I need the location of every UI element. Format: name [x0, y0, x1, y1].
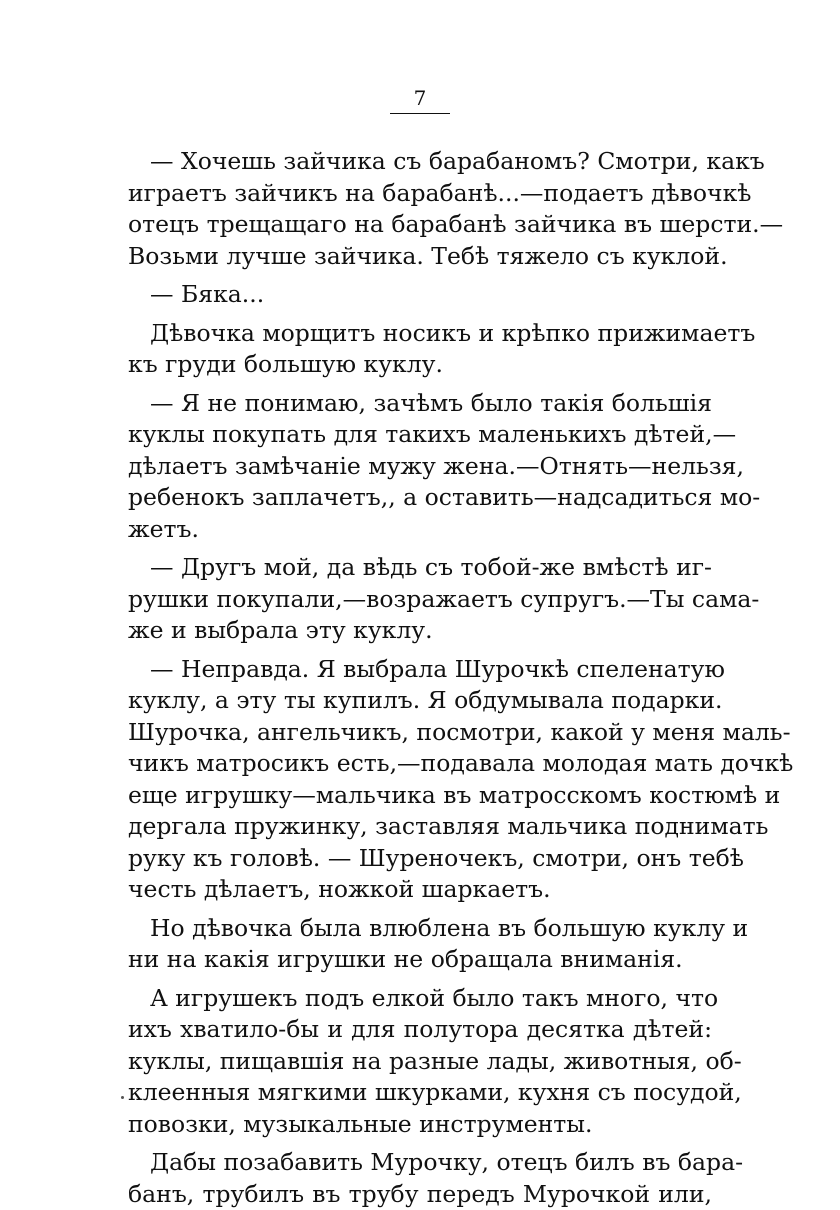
text-line: Но дѣвочка была влюблена въ большую куклу и: [128, 913, 712, 945]
paragraph-gap: [128, 976, 712, 983]
paragraph-gap: [128, 906, 712, 913]
paragraph: [128, 318, 712, 381]
text-line: Дѣвочка морщитъ носикъ и крѣпко прижимаетъ: [128, 318, 712, 350]
text-line: Дабы позабавить Мурочку, отецъ билъ въ бара-: [128, 1147, 712, 1179]
paragraph: [128, 552, 712, 647]
paragraph: [128, 913, 712, 976]
text-line: — Другъ мой, да вѣдь съ тобой-же вмѣстѣ иг-: [128, 552, 712, 584]
text-line: куклы, пищавшія на разные лады, животныя, об-: [128, 1046, 712, 1078]
text-line: жетъ.: [128, 514, 712, 546]
text-line: Шурочка, ангельчикъ, посмотри, какой у меня маль-: [128, 717, 712, 749]
text-line: чикъ матросикъ есть,—подавала молодая мать дочкѣ: [128, 748, 712, 780]
text-line: — Неправда. Я выбрала Шурочкѣ спеленатую: [128, 654, 712, 686]
text-line: отецъ трещащаго на барабанѣ зайчика въ шерсти.—: [128, 209, 712, 241]
paragraph-gap: [128, 272, 712, 279]
paragraph-gap: [128, 311, 712, 318]
text-line: Возьми лучше зайчика. Тебѣ тяжело съ куклой.: [128, 241, 712, 273]
text-line: банъ, трубилъ въ трубу передъ Мурочкой или,: [128, 1179, 712, 1210]
text-line: ни на какія игрушки не обращала вниманія.: [128, 944, 712, 976]
text-line: руку къ головѣ. — Шуреночекъ, смотри, онъ тебѣ: [128, 843, 712, 875]
text-line: ребенокъ заплачетъ,, а оставить—надсадиться мо-: [128, 482, 712, 514]
text-line: рушки покупали,—возражаетъ супругъ.—Ты сама-: [128, 584, 712, 616]
text-line: еще игрушку—мальчика въ матросскомъ костюмѣ и: [128, 780, 712, 812]
text-line: куклу, а эту ты купилъ. Я обдумывала подарки.: [128, 685, 712, 717]
page-number: 7: [388, 86, 452, 110]
paragraph-gap: [128, 545, 712, 552]
paragraph: [128, 279, 712, 311]
text-line: — Я не понимаю, зачѣмъ было такія большія: [128, 388, 712, 420]
paragraph: [128, 983, 712, 1141]
text-line: — Бяка...: [128, 279, 712, 311]
paragraph: [128, 388, 712, 546]
text-line: ихъ хватило-бы и для полутора десятка дѣтей:: [128, 1014, 712, 1046]
paragraph-gap: [128, 1140, 712, 1147]
text-line: играетъ зайчикъ на барабанѣ...—подаетъ дѣвочкѣ: [128, 178, 712, 210]
text-line: куклы покупать для такихъ маленькихъ дѣтей,—: [128, 419, 712, 451]
text-line: честь дѣлаетъ, ножкой шаркаетъ.: [128, 874, 712, 906]
text-line: же и выбрала эту куклу.: [128, 615, 712, 647]
paragraph-gap: [128, 647, 712, 654]
paragraph: [128, 654, 712, 906]
text-line: А игрушекъ подъ елкой было такъ много, что: [128, 983, 712, 1015]
text-line: повозки, музыкальные инструменты.: [128, 1109, 712, 1141]
text-line: дергала пружинку, заставляя мальчика поднимать: [128, 811, 712, 843]
paragraph-gap: [128, 381, 712, 388]
page-number-rule: [390, 113, 450, 114]
text-line: дѣлаетъ замѣчаніе мужу жена.—Отнять—нельзя,: [128, 451, 712, 483]
page-speck: [121, 1096, 124, 1099]
paragraph: [128, 1147, 712, 1210]
text-line: клеенныя мягкими шкурками, кухня съ посудой,: [128, 1077, 712, 1109]
text-line: — Хочешь зайчика съ барабаномъ? Смотри, какъ: [128, 146, 712, 178]
page-text: [128, 146, 712, 1210]
paragraph: [128, 146, 712, 272]
text-line: къ груди большую куклу.: [128, 349, 712, 381]
